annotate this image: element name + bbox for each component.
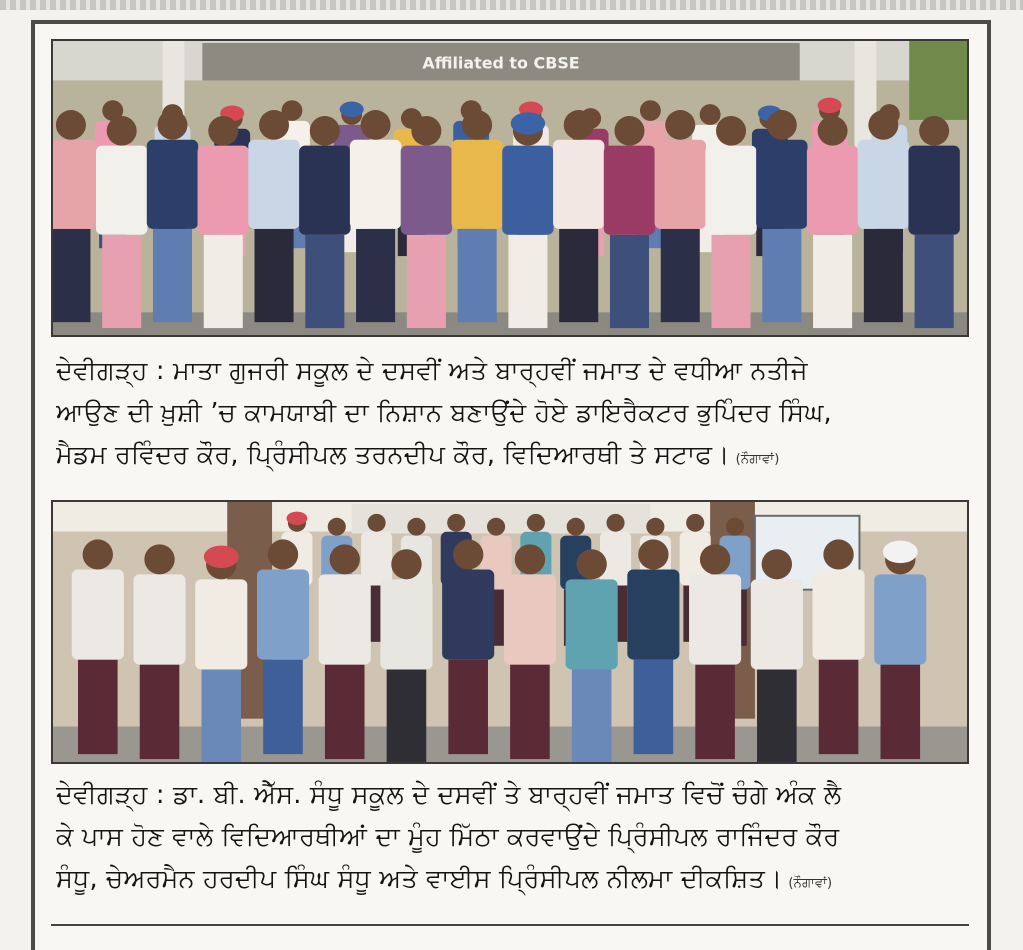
person-figure: [401, 116, 452, 328]
page-top-border: [0, 0, 1023, 10]
person-figure: [751, 549, 803, 762]
group-photo-mata-gujri-school: [51, 39, 969, 337]
person-figure: [248, 110, 299, 322]
caption1-line-1: ਦੇਵੀਗੜ੍ਹ : ਮਾਤਾ ਗੁਜਰੀ ਸਕੂਲ ਦੇ ਦਸਵੀਂ ਅਤੇ ਬਾਰ੍ਹਵੀਂ ਜਮਾਤ ਦੇ ਵਧੀਆ ਨਤੀਜੇ: [56, 356, 808, 386]
caption2-line-3: [56, 858, 968, 905]
caption2-line-1: ਦੇਵੀਗੜ੍ਹ : ਡਾ. ਬੀ. ਐੱਸ. ਸੰਧੂ ਸਕੂਲ ਦੇ ਦਸਵੀਂ ਤੇ ਬਾਰ੍ਹਵੀਂ ਜਮਾਤ ਵਿਚੋਂ ਚੰਗੇ ਅੰਕ ਲੈ: [56, 780, 842, 810]
person-figure: [96, 116, 147, 328]
person-figure: [442, 539, 494, 754]
person-figure: [257, 539, 309, 754]
person-figure: [133, 544, 185, 759]
photo1-tree: [909, 41, 967, 120]
person-figure: [198, 116, 249, 328]
caption1-credit: (ਨੌਗਾਵਾਂ): [735, 452, 780, 467]
caption1-line-3: [56, 434, 968, 481]
person-figure: [380, 549, 432, 762]
caption1-line-3-text: ਮੈਡਮ ਰਵਿੰਦਰ ਕੌਰ, ਪ੍ਰਿੰਸੀਪਲ ਤਰਨਦੀਪ ਕੌਰ, ਵਿਦਿਆਰਥੀ ਤੇ ਸਟਾਫ।: [56, 440, 730, 470]
person-figure: [908, 116, 959, 328]
caption2-line-3-text: ਸੰਧੂ, ਚੇਅਰਮੈਨ ਹਰਦੀਪ ਸਿੰਘ ਸੰਧੂ ਅਤੇ ਵਾਈਸ ਪ੍ਰਿੰਸੀਪਲ ਨੀਲਮਾ ਦੀਕਸ਼ਿਤ।: [56, 864, 783, 894]
person-figure: [350, 110, 401, 322]
bottom-rule: [51, 924, 969, 926]
person-figure: [756, 110, 807, 322]
person-figure: [299, 116, 350, 328]
person-figure: [655, 110, 706, 322]
person-figure: [566, 549, 618, 762]
person-figure: [627, 539, 679, 754]
person-figure: [858, 110, 909, 322]
person-figure: [807, 116, 858, 328]
person-figure: [451, 110, 502, 322]
person-figure: [813, 539, 865, 754]
person-figure: [319, 544, 371, 759]
person-figure: [504, 544, 556, 759]
caption-1: [56, 350, 968, 481]
person-figure: [689, 544, 741, 759]
caption2-credit: (ਨੌਗਾਵਾਂ): [788, 876, 833, 891]
photo2-illustration: [53, 502, 967, 762]
photo1-illustration: [53, 41, 967, 335]
caption2-line-2: ਕੇ ਪਾਸ ਹੋਣ ਵਾਲੇ ਵਿਦਿਆਰਥੀਆਂ ਦਾ ਮੂੰਹ ਮਿੱਠਾ ਕਰਵਾਉਂਦੇ ਪ੍ਰਿੰਸੀਪਲ ਰਾਜਿੰਦਰ ਕੌਰ: [56, 822, 840, 852]
caption-2: [56, 774, 968, 905]
caption1-line-2: ਆਉਣ ਦੀ ਖ਼ੁਸ਼ੀ ’ਚ ਕਾਮਯਾਬੀ ਦਾ ਨਿਸ਼ਾਨ ਬਣਾਉਂਦੇ ਹੋਏ ਡਾਇਰੈਕਟਰ ਭੁਪਿੰਦਰ ਸਿੰਘ,: [56, 398, 832, 428]
person-figure: [553, 110, 604, 322]
person-figure: [53, 110, 97, 322]
group-photo-bs-sandhu-school: [51, 500, 969, 764]
photo1-banner-text: Affiliated to CBSE: [422, 53, 580, 73]
person-figure: [604, 116, 655, 328]
person-figure: [72, 539, 124, 754]
person-figure: [705, 116, 756, 328]
person-figure: [147, 110, 198, 322]
